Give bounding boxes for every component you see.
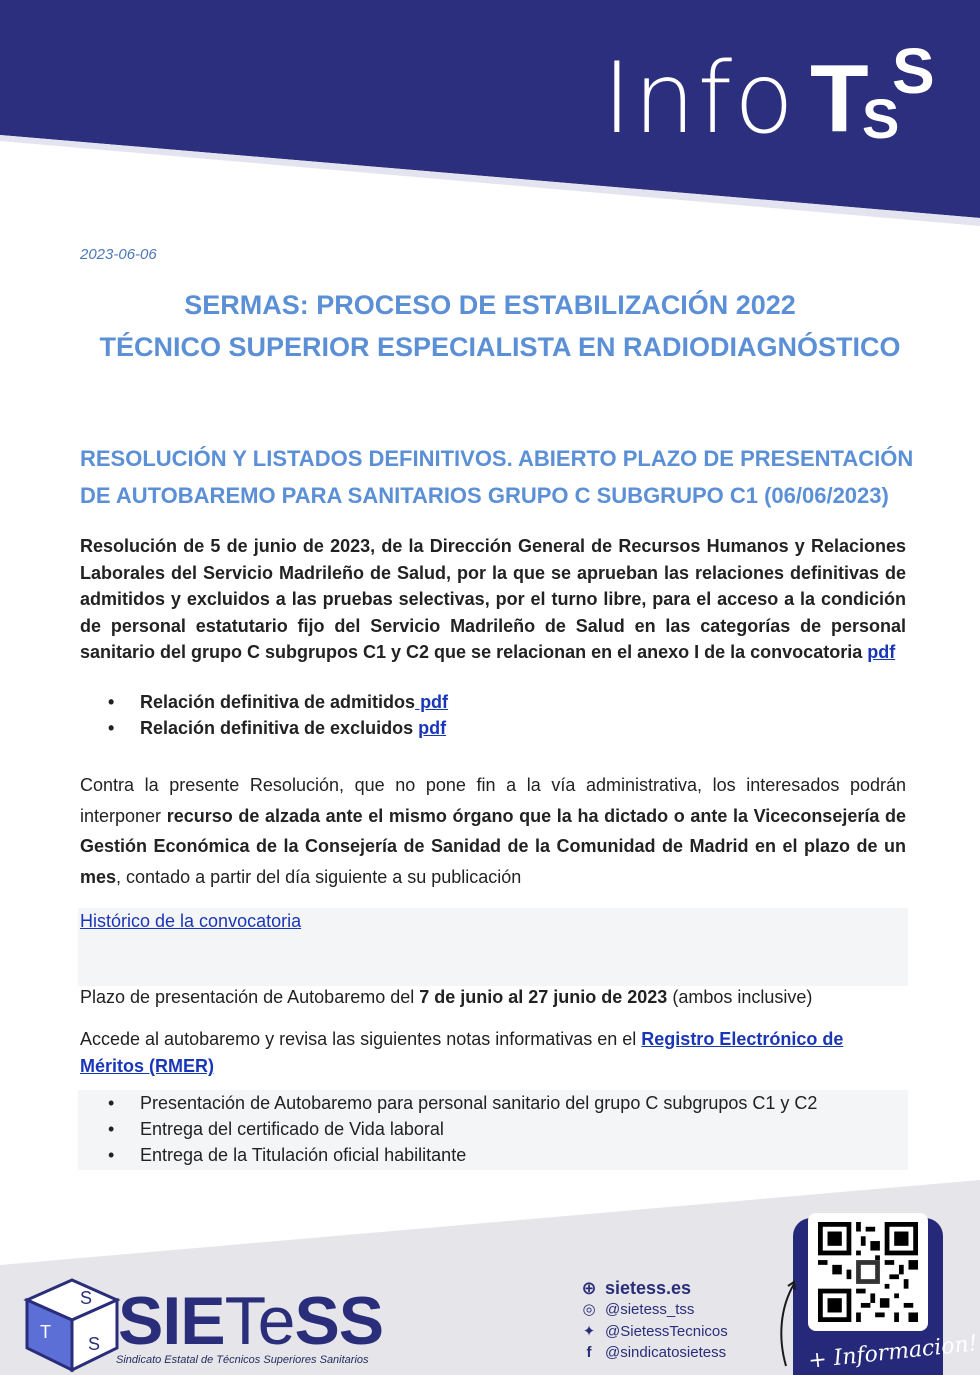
logo-sie: SIE xyxy=(118,1283,225,1359)
note-item xyxy=(110,1119,444,1140)
facebook-row xyxy=(580,1344,726,1361)
qr-caption: + Informacion! xyxy=(807,1331,979,1374)
appeal-text-1: Contra la presente Resolución, que no pone fin a la vía administrativa, los interesados podrán interponer xyxy=(80,775,906,826)
brand-tss-mark xyxy=(810,35,940,152)
deadline-paragraph xyxy=(80,987,812,1008)
title-line-1: SERMAS: PROCESO DE ESTABILIZACIÓN 2022 xyxy=(184,290,796,320)
appeal-text-2: , contado a partir del día siguiente a su publicación xyxy=(116,866,522,887)
facebook-icon: f xyxy=(586,1344,592,1361)
brand-s1: S xyxy=(862,87,900,150)
brand-t: T xyxy=(810,45,869,152)
subheading-line-2: DE AUTOBAREMO PARA SANITARIOS GRUPO C SUBGRUPO C1 (06/06/2023) xyxy=(80,483,889,508)
access-text: Accede al autobaremo y revisa las siguientes notas informativas en el xyxy=(80,1029,642,1049)
website-link[interactable]: sietess.es xyxy=(605,1278,692,1298)
logo-cube-s2: S xyxy=(88,1334,101,1354)
deadline-text-1: Plazo de presentación de Autobaremo del xyxy=(80,987,420,1007)
access-paragraph xyxy=(80,1026,906,1080)
convocatoria-pdf-link[interactable]: pdf xyxy=(867,642,896,662)
twitter-handle[interactable]: @SietessTecnicos xyxy=(605,1322,728,1340)
note-text: Entrega del certificado de Vida laboral xyxy=(140,1119,444,1139)
globe-icon: ⊕ xyxy=(581,1278,597,1298)
instagram-row xyxy=(580,1300,694,1318)
infotss-brand xyxy=(602,35,940,156)
logo-cube-t: T xyxy=(40,1322,51,1342)
note-text: Presentación de Autobaremo para personal sanitario del grupo C subgrupos C1 y C2 xyxy=(140,1093,818,1113)
deadline-text-2: (ambos inclusive) xyxy=(667,987,813,1007)
list-item-excluidos xyxy=(110,718,446,739)
note-text: Entrega de la Titulación oficial habilitante xyxy=(140,1145,467,1165)
history-link[interactable]: Histórico de la convocatoria xyxy=(80,911,302,931)
logo-ss: SS xyxy=(294,1283,384,1359)
brand-s2: S xyxy=(892,35,935,107)
admitidos-pdf-link[interactable]: pdf xyxy=(415,692,449,712)
qr-code-frame[interactable] xyxy=(808,1213,928,1331)
excluidos-label: Relación definitiva de excluidos xyxy=(140,718,419,738)
facebook-handle[interactable]: @sindicatosietess xyxy=(605,1344,727,1361)
twitter-row xyxy=(580,1322,728,1340)
subheading-line-1: RESOLUCIÓN Y LISTADOS DEFINITIVOS. ABIERTO PLAZO DE PRESENTACIÓN xyxy=(80,446,914,471)
instagram-handle[interactable]: @sietess_tss xyxy=(605,1300,695,1318)
sietess-logo-text xyxy=(118,1282,383,1360)
logo-cube-s1: S xyxy=(80,1288,93,1308)
subheading xyxy=(80,440,920,514)
admitidos-label: Relación definitiva de admitidos xyxy=(140,692,416,712)
note-item xyxy=(110,1145,466,1166)
arrow-icon xyxy=(776,1278,806,1368)
deadline-dates: 7 de junio al 27 junio de 2023 xyxy=(419,987,668,1007)
appeal-paragraph xyxy=(80,770,906,892)
logo-subtitle: Sindicato Estatal de Técnicos Superiores Sanitarios xyxy=(116,1354,369,1366)
excluidos-pdf-link[interactable]: pdf xyxy=(418,718,447,738)
qr-code xyxy=(818,1222,918,1322)
resolution-text: Resolución de 5 de junio de 2023, de la Dirección General de Recursos Humanos y Relaciones Laborales del Servicio Madrileño de Salud, por la que se aprueban las relaciones definitivas de admitidos y excluidos a las pruebas selectivas, por el turno libre, para el acceso a la condición de personal estatutario fijo del Servicio Madrileño de Salud en las categorías de personal sanitario del grupo C subgrupos C1 y C2 que se relacionan en el anexo I de la convocatoria xyxy=(80,536,906,662)
logo-te: Te xyxy=(224,1283,295,1359)
list-item-admitidos xyxy=(110,692,448,713)
publication-date: 2023-06-06 xyxy=(80,246,157,263)
title-line-2: TÉCNICO SUPERIOR ESPECIALISTA EN RADIODIAGNÓSTICO xyxy=(99,332,901,362)
brand-info-text: Info xyxy=(602,42,796,156)
appeal-text-bold: recurso de alzada ante el mismo órgano que la ha dictado o ante la Viceconsejería de Gestión Económica de la Consejería de Sanidad de la Comunidad de Madrid en el plazo de un mes xyxy=(80,805,906,887)
note-item xyxy=(110,1093,817,1114)
rmer-link[interactable]: Registro Electrónico de Méritos (RMER) xyxy=(80,1029,844,1076)
instagram-icon: ◎ xyxy=(582,1301,596,1318)
sietess-logo-cube xyxy=(22,1278,122,1373)
website-row xyxy=(580,1278,691,1299)
resolution-paragraph xyxy=(80,533,906,666)
twitter-icon: ✦ xyxy=(582,1323,596,1340)
